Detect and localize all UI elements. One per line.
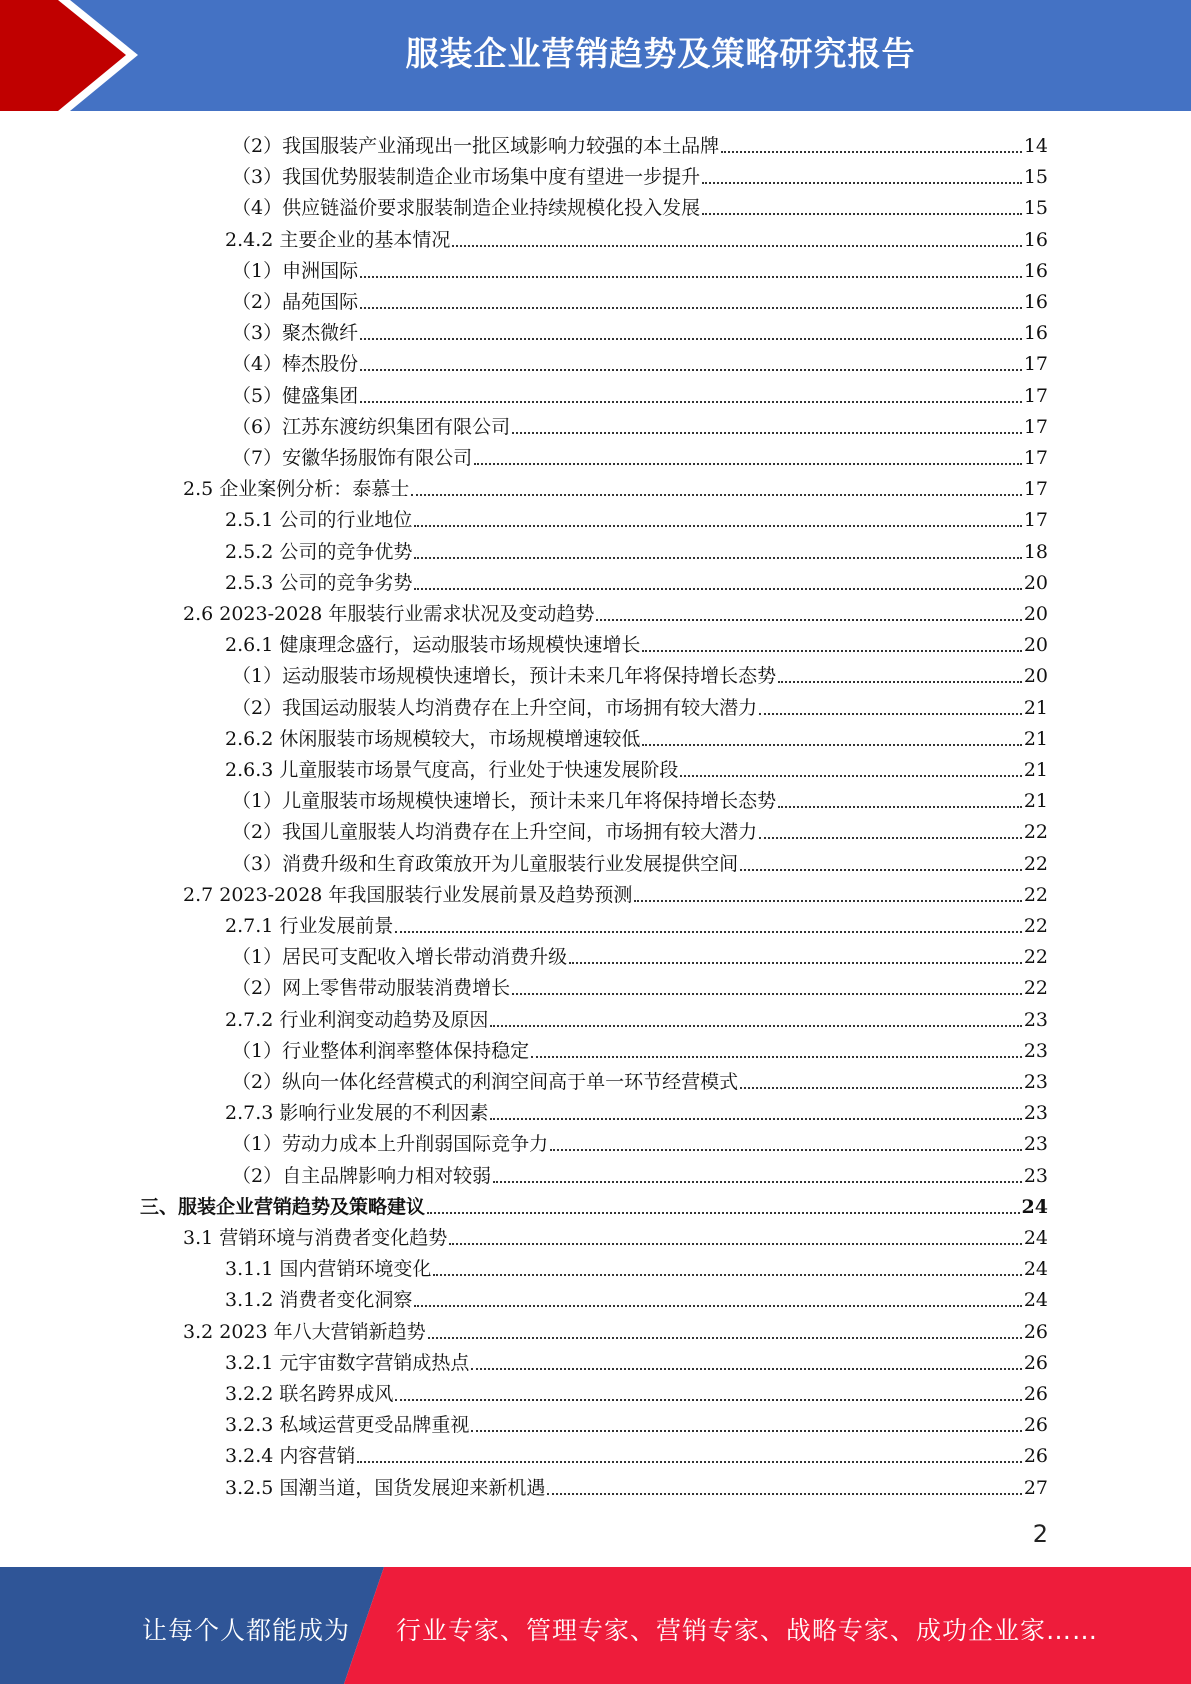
toc-entry-label: 2.5.3 公司的竞争劣势 <box>225 571 413 594</box>
toc-dot-leader <box>433 1274 1021 1276</box>
toc-entry-label: 2.6.2 休闲服装市场规模较大，市场规模增速较低 <box>225 727 641 750</box>
toc-entry-page: 17 <box>1023 447 1048 469</box>
toc-entry[interactable] <box>232 1125 1048 1156</box>
toc-entry-page: 23 <box>1023 1164 1048 1187</box>
toc-entry[interactable] <box>225 564 1048 595</box>
toc-entry-label: （2）晶苑国际 <box>232 291 359 313</box>
toc-entry-label: 3.2.3 私域运营更受品牌重视 <box>225 1414 470 1437</box>
toc-dot-leader <box>490 1118 1021 1120</box>
toc-entry[interactable] <box>232 969 1048 1000</box>
toc-entry-label: （2）纵向一体化经营模式的利润空间高于单一环节经营模式 <box>232 1071 739 1093</box>
toc-entry-page: 21 <box>1023 727 1048 750</box>
toc-entry[interactable] <box>225 1375 1048 1406</box>
toc-dot-leader <box>721 151 1022 153</box>
toc-dot-leader <box>471 1368 1021 1370</box>
toc-dot-leader <box>512 993 1022 995</box>
toc-entry-label: 3.1 营销环境与消费者变化趋势 <box>183 1227 448 1249</box>
toc-entry-label: （2）我国儿童服装人均消费存在上升空间，市场拥有较大潜力 <box>232 821 758 844</box>
toc-entry[interactable] <box>232 813 1048 844</box>
toc-entry[interactable] <box>232 782 1048 813</box>
toc-entry-label: 2.7 2023-2028 年我国服装行业发展前景及趋势预测 <box>183 883 633 906</box>
toc-entry-label: （1）运动服装市场规模快速增长，预计未来几年将保持增长态势 <box>232 665 777 688</box>
toc-entry[interactable] <box>232 189 1048 220</box>
toc-entry-page: 15 <box>1023 166 1048 189</box>
toc-entry[interactable] <box>225 1094 1048 1125</box>
toc-dot-leader <box>449 1243 1022 1245</box>
toc-entry-page: 20 <box>1023 571 1048 594</box>
toc-entry[interactable] <box>232 689 1048 720</box>
toc-entry-label: （1）居民可支配收入增长带动消费升级 <box>232 946 568 969</box>
toc-entry-label: 2.6.3 儿童服装市场景气度高，行业处于快速发展阶段 <box>225 759 679 781</box>
toc-dot-leader <box>471 1430 1021 1432</box>
toc-entry-label: （2）网上零售带动服装消费增长 <box>232 977 511 1000</box>
toc-dot-leader <box>490 1025 1021 1027</box>
toc-entry[interactable] <box>232 1157 1048 1188</box>
toc-entry[interactable] <box>225 1344 1048 1375</box>
toc-entry-label: 2.4.2 主要企业的基本情况 <box>225 228 451 251</box>
toc-entry[interactable] <box>140 1188 1048 1219</box>
toc-dot-leader <box>634 900 1021 902</box>
toc-entry-label: （2）我国服装产业涌现出一批区域影响力较强的本土品牌 <box>232 135 720 157</box>
report-title: 服装企业营销趋势及策略研究报告 <box>405 34 916 73</box>
toc-entry-label: 3.2.5 国潮当道，国货发展迎来新机遇 <box>225 1476 546 1499</box>
toc-dot-leader <box>778 681 1022 683</box>
toc-entry[interactable] <box>232 408 1048 439</box>
footer-slogan-right: 行业专家、管理专家、营销专家、战略专家、成功企业家…… <box>396 1616 1099 1645</box>
toc-dot-leader <box>427 1212 1020 1214</box>
toc-dot-leader <box>357 1461 1021 1463</box>
toc-entry-page: 22 <box>1023 821 1048 844</box>
toc-entry-page: 22 <box>1023 852 1048 875</box>
toc-entry-label: （3）聚杰微纤 <box>232 322 359 345</box>
toc-entry[interactable] <box>183 595 1048 626</box>
toc-entry[interactable] <box>232 314 1048 345</box>
toc-dot-leader <box>395 1399 1021 1401</box>
toc-entry-page: 26 <box>1023 1320 1048 1343</box>
toc-entry-page: 18 <box>1023 540 1048 563</box>
toc-entry-label: （1）申洲国际 <box>232 259 359 282</box>
toc-entry-page: 17 <box>1023 415 1048 438</box>
toc-entry[interactable] <box>225 751 1048 782</box>
toc-entry-page: 16 <box>1023 228 1048 251</box>
toc-entry[interactable] <box>225 1281 1048 1312</box>
toc-entry-label: 3.2 2023 年八大营销新趋势 <box>183 1320 426 1343</box>
toc-entry-label: （7）安徽华扬服饰有限公司 <box>232 447 473 469</box>
toc-entry-label: （1）劳动力成本上升削弱国际竞争力 <box>232 1133 549 1156</box>
toc-dot-leader <box>474 463 1022 465</box>
toc-entry-label: （6）江苏东渡纺织集团有限公司 <box>232 415 511 438</box>
toc-entry[interactable] <box>225 1437 1048 1468</box>
toc-dot-leader <box>642 744 1021 746</box>
toc-entry-page: 23 <box>1023 1008 1048 1031</box>
toc-entry[interactable] <box>232 845 1048 876</box>
toc-entry-label: 2.5 企业案例分析：泰慕士 <box>183 478 410 501</box>
toc-entry-page: 26 <box>1023 1445 1048 1468</box>
toc-entry-page: 24 <box>1023 1258 1048 1281</box>
toc-dot-leader <box>740 869 1022 871</box>
toc-dot-leader <box>411 494 1022 496</box>
toc-entry[interactable] <box>183 1219 1048 1250</box>
toc-entry[interactable] <box>225 1469 1048 1500</box>
toc-entry-page: 26 <box>1023 1383 1048 1405</box>
toc-entry-label: 3.1.2 消费者变化洞察 <box>225 1289 413 1312</box>
toc-entry[interactable] <box>225 626 1048 657</box>
toc-entry-page: 21 <box>1023 696 1048 719</box>
toc-entry-page: 20 <box>1023 603 1048 625</box>
toc-entry[interactable] <box>183 876 1048 907</box>
page-footer <box>0 1567 1191 1684</box>
toc-entry-page: 23 <box>1023 1039 1048 1062</box>
toc-entry-page: 27 <box>1023 1476 1048 1499</box>
toc-dot-leader <box>414 588 1021 590</box>
toc-entry-page: 26 <box>1023 1414 1048 1437</box>
toc-entry-page: 20 <box>1023 634 1048 657</box>
toc-entry[interactable] <box>232 345 1048 376</box>
toc-dot-leader <box>759 713 1022 715</box>
toc-entry[interactable] <box>225 907 1048 938</box>
toc-dot-leader <box>778 806 1022 808</box>
toc-entry-page: 17 <box>1023 509 1048 532</box>
toc-entry-page: 24 <box>1023 1227 1048 1249</box>
toc-dot-leader <box>642 650 1021 652</box>
toc-dot-leader <box>414 557 1021 559</box>
toc-entry[interactable] <box>232 1032 1048 1063</box>
page-header <box>0 0 1191 111</box>
toc-dot-leader <box>759 837 1022 839</box>
toc-dot-leader <box>414 1305 1021 1307</box>
toc-entry[interactable] <box>232 283 1048 314</box>
toc-entry-page: 15 <box>1023 197 1048 220</box>
toc-entry-label: 2.5.2 公司的竞争优势 <box>225 540 413 563</box>
toc-entry[interactable] <box>225 501 1048 532</box>
toc-entry-page: 16 <box>1023 322 1048 345</box>
toc-entry-label: （1）行业整体利润率整体保持稳定 <box>232 1039 530 1062</box>
toc-entry-label: 3.2.2 联名跨界成风 <box>225 1383 394 1405</box>
toc-dot-leader <box>550 1149 1022 1151</box>
toc-dot-leader <box>702 182 1022 184</box>
toc-entry-page: 17 <box>1023 384 1048 407</box>
toc-entry[interactable] <box>232 657 1048 688</box>
toc-entry-page: 16 <box>1023 291 1048 313</box>
toc-entry-label: （5）健盛集团 <box>232 384 359 407</box>
toc-entry-page: 22 <box>1023 946 1048 969</box>
toc-dot-leader <box>414 525 1021 527</box>
toc-entry-label: 2.6 2023-2028 年服装行业需求状况及变动趋势 <box>183 603 595 625</box>
toc-entry-label: 3.2.1 元宇宙数字营销成热点 <box>225 1351 470 1374</box>
toc-entry-label: 2.7.2 行业利润变动趋势及原因 <box>225 1008 489 1031</box>
toc-entry-page: 22 <box>1023 915 1048 937</box>
toc-entry[interactable] <box>232 377 1048 408</box>
toc-entry[interactable] <box>225 533 1048 564</box>
toc-entry-page: 22 <box>1023 977 1048 1000</box>
toc-entry[interactable] <box>232 1063 1048 1094</box>
toc-entry-label: 2.7.3 影响行业发展的不利因素 <box>225 1102 489 1125</box>
toc-dot-leader <box>360 276 1022 278</box>
toc-dot-leader <box>740 1087 1022 1089</box>
toc-entry[interactable] <box>232 127 1048 158</box>
toc-entry[interactable] <box>232 938 1048 969</box>
toc-dot-leader <box>395 931 1021 933</box>
toc-entry-page: 24 <box>1023 1289 1048 1312</box>
toc-entry[interactable] <box>232 252 1048 283</box>
toc-entry-page: 21 <box>1023 759 1048 781</box>
toc-entry[interactable] <box>225 720 1048 751</box>
toc-dot-leader <box>512 432 1022 434</box>
toc-entry-label: 3.1.1 国内营销环境变化 <box>225 1258 432 1281</box>
toc-entry-page: 26 <box>1023 1351 1048 1374</box>
toc-dot-leader <box>702 213 1022 215</box>
toc-dot-leader <box>547 1493 1021 1495</box>
toc-entry-page: 17 <box>1023 478 1048 501</box>
toc-dot-leader <box>360 401 1022 403</box>
page-number: 2 <box>1032 1520 1048 1548</box>
toc-entry-page: 20 <box>1023 665 1048 688</box>
toc-dot-leader <box>493 1181 1022 1183</box>
toc-dot-leader <box>360 307 1022 309</box>
toc-entry-label: （3）消费升级和生育政策放开为儿童服装行业发展提供空间 <box>232 852 739 875</box>
toc-entry-label: （2）自主品牌影响力相对较弱 <box>232 1164 492 1187</box>
toc-entry-label: 2.5.1 公司的行业地位 <box>225 509 413 532</box>
toc-entry-page: 23 <box>1023 1102 1048 1125</box>
toc-entry[interactable] <box>183 1313 1048 1344</box>
toc-entry-label: 三、服装企业营销趋势及策略建议 <box>140 1195 426 1218</box>
toc-entry-label: （4）供应链溢价要求服装制造企业持续规模化投入发展 <box>232 197 701 220</box>
toc-entry-page: 21 <box>1023 790 1048 813</box>
toc-dot-leader <box>531 1056 1022 1058</box>
toc-entry-label: （2）我国运动服装人均消费存在上升空间，市场拥有较大潜力 <box>232 696 758 719</box>
toc-entry-page: 22 <box>1023 883 1048 906</box>
toc-entry[interactable] <box>183 470 1048 501</box>
toc-entry-page: 23 <box>1023 1133 1048 1156</box>
toc-dot-leader <box>360 369 1022 371</box>
toc-dot-leader <box>360 338 1022 340</box>
toc-entry-page: 14 <box>1023 135 1048 157</box>
toc-dot-leader <box>596 619 1021 621</box>
toc-entry-page: 24 <box>1021 1195 1048 1218</box>
toc-entry-label: （4）棒杰股份 <box>232 353 359 376</box>
toc-entry-label: （1）儿童服装市场规模快速增长，预计未来几年将保持增长态势 <box>232 790 777 813</box>
toc-entry[interactable] <box>232 158 1048 189</box>
toc-dot-leader <box>428 1337 1022 1339</box>
toc-dot-leader <box>569 962 1022 964</box>
toc-entry-page: 23 <box>1023 1071 1048 1093</box>
toc-entry-page: 17 <box>1023 353 1048 376</box>
footer-slogan-left: 让每个人都能成为 <box>142 1616 351 1645</box>
toc-entry-label: （3）我国优势服装制造企业市场集中度有望进一步提升 <box>232 166 701 189</box>
toc-dot-leader <box>680 775 1021 777</box>
toc-entry-label: 2.6.1 健康理念盛行，运动服装市场规模快速增长 <box>225 634 641 657</box>
toc-entry[interactable] <box>225 221 1048 252</box>
toc-entry[interactable] <box>225 1001 1048 1032</box>
toc-entry[interactable] <box>232 439 1048 470</box>
toc-entry-label: 3.2.4 内容营销 <box>225 1445 356 1468</box>
toc-entry[interactable] <box>225 1406 1048 1437</box>
toc-entry[interactable] <box>225 1250 1048 1281</box>
toc-dot-leader <box>452 245 1021 247</box>
toc-entry-label: 2.7.1 行业发展前景 <box>225 915 394 937</box>
toc-entry-page: 16 <box>1023 259 1048 282</box>
